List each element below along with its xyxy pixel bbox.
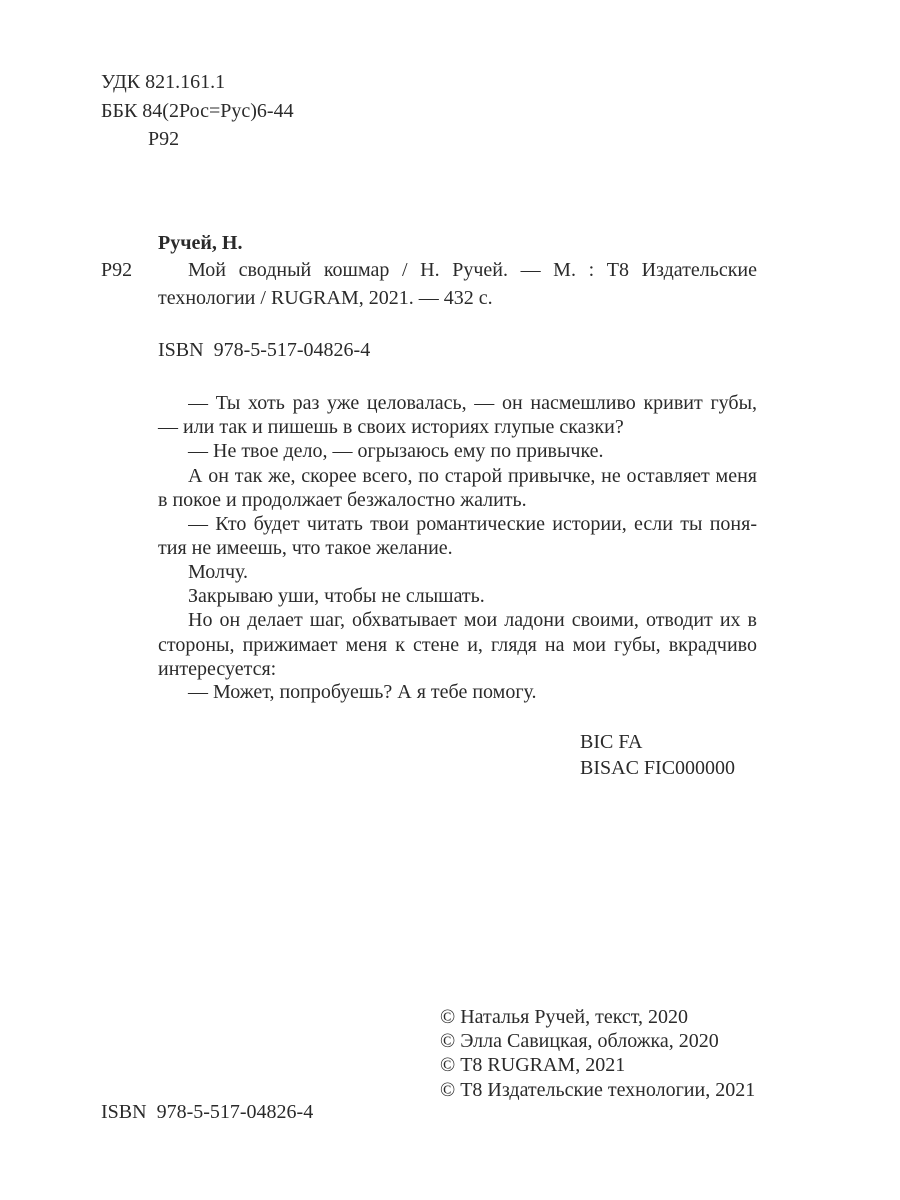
copyright-line: © Элла Савицкая, обложка, 2020 [440, 1030, 719, 1052]
annotation-line: тия не имеешь, что такое желание. [158, 537, 453, 559]
annotation-line: — Кто будет читать твои романтические истории, если ты поня- [188, 513, 757, 535]
annotation-line: в покое и продолжает безжалостно жалить. [158, 489, 527, 511]
author-name: Ручей, Н. [158, 232, 243, 254]
annotation-line: — Ты хоть раз уже целовалась, — он насмешливо кривит губы, [188, 392, 757, 414]
annotation-line: интересуется: [158, 658, 277, 680]
author-mark-side: Р92 [101, 259, 133, 281]
description-line: технологии / RUGRAM, 2021. — 432 с. [158, 287, 493, 309]
copyright-line: © Наталья Ручей, текст, 2020 [440, 1006, 689, 1028]
copyright-line: © Т8 RUGRAM, 2021 [440, 1054, 626, 1076]
bic-code: BIC FA [580, 731, 643, 753]
bisac-code: BISAC FIC000000 [580, 757, 736, 779]
isbn: ISBN 978-5-517-04826-4 [158, 339, 371, 361]
author-mark: Р92 [148, 128, 180, 150]
bottom-isbn: ISBN 978-5-517-04826-4 [101, 1101, 314, 1123]
annotation-line: Закрываю уши, чтобы не слышать. [188, 585, 485, 607]
annotation-line: — Не твое дело, — огрызаюсь ему по привычке. [188, 440, 604, 462]
copyright-line: © Т8 Издательские технологии, 2021 [440, 1079, 756, 1101]
bbk-code: ББК 84(2Рос=Рус)6-44 [101, 100, 294, 122]
annotation-line: А он так же, скорее всего, по старой привычке, не оставляет меня [188, 465, 757, 487]
annotation-line: Но он делает шаг, обхватывает мои ладони своими, отводит их в [188, 609, 757, 631]
annotation-line: стороны, прижимает меня к стене и, глядя на мои губы, вкрадчиво [158, 634, 757, 656]
annotation-line: — или так и пишешь в своих историях глупые сказки? [158, 416, 624, 438]
annotation-line: Молчу. [188, 561, 249, 583]
description-line: Мой сводный кошмар / Н. Ручей. — М. : Т8 Издательские [188, 259, 757, 281]
annotation-line: — Может, попробуешь? А я тебе помогу. [188, 681, 537, 703]
udk-code: УДК 821.161.1 [101, 71, 226, 93]
